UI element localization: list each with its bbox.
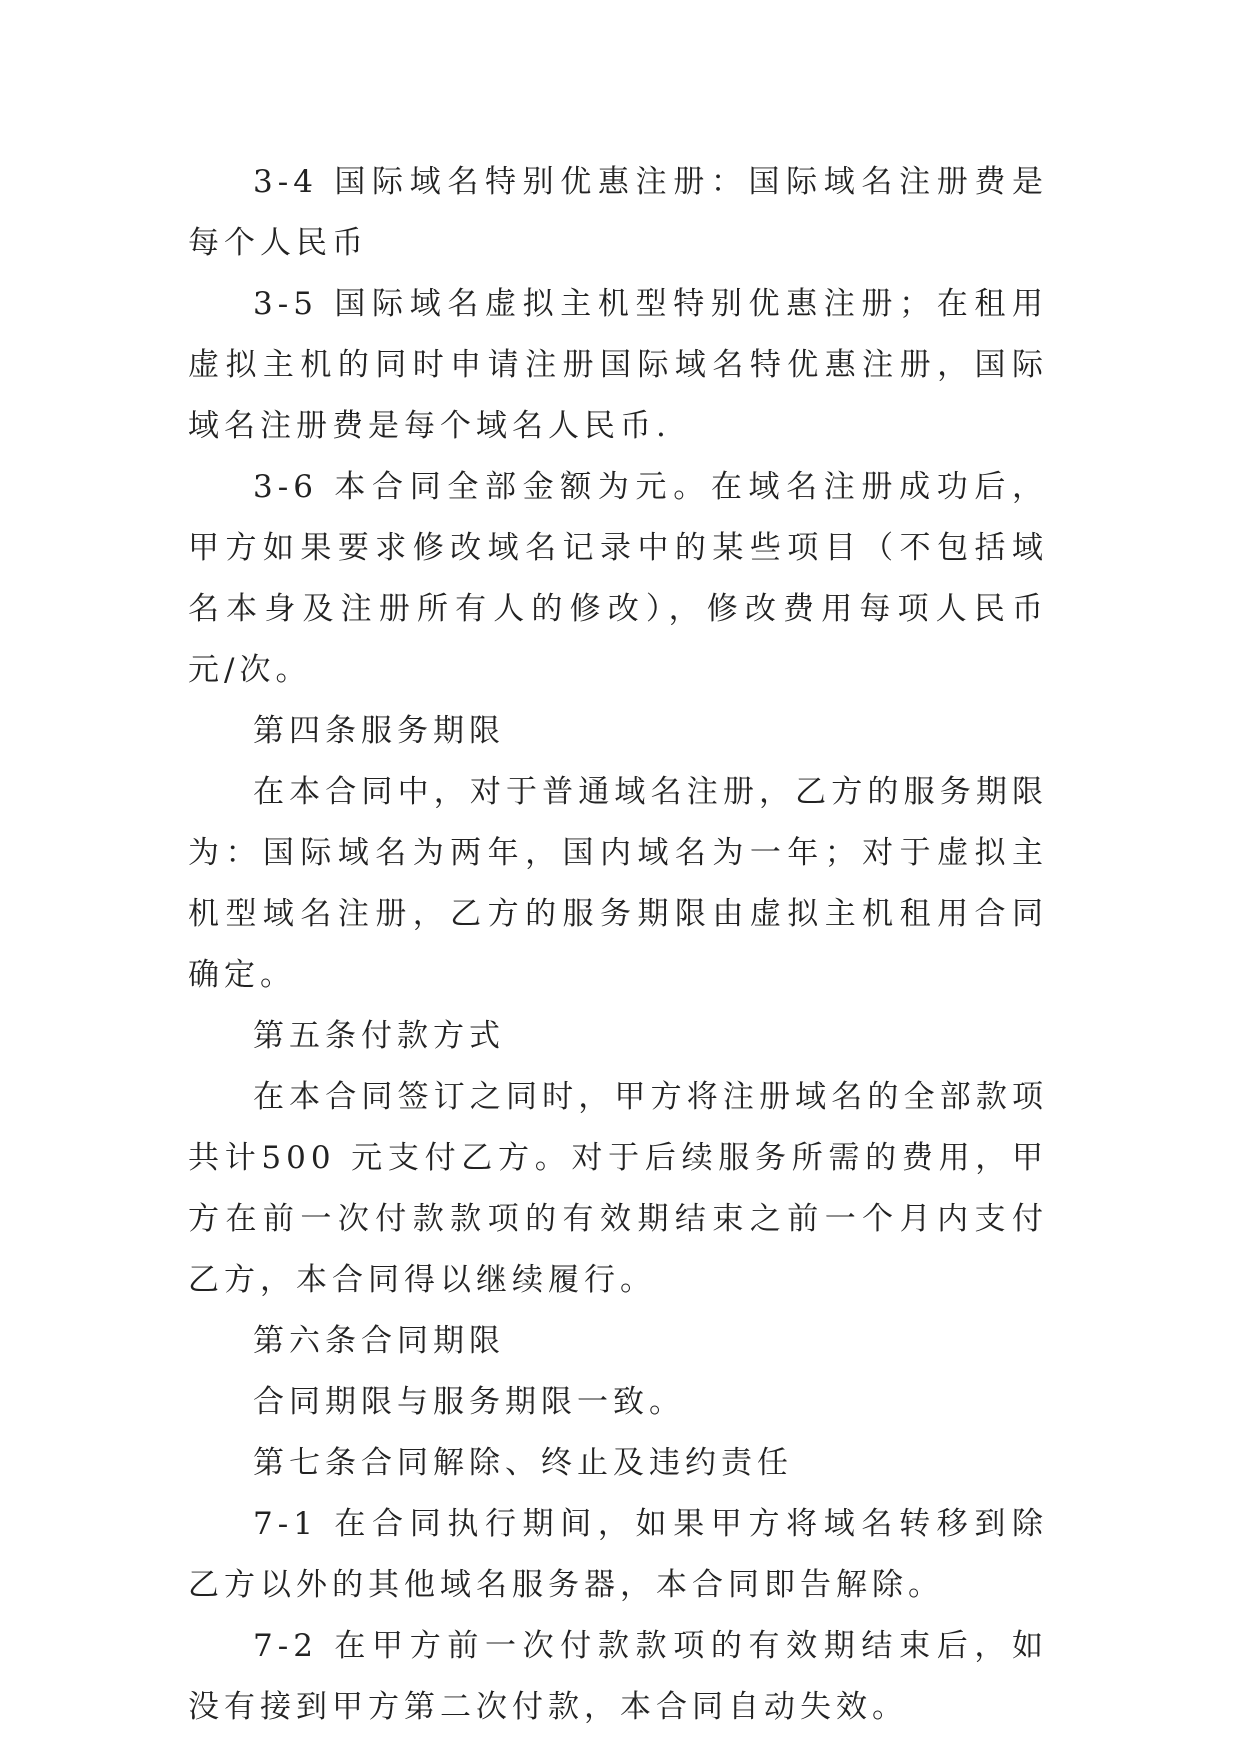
- section-heading-5: 第五条付款方式: [253, 1018, 505, 1054]
- clause-3-5: 3-5 国际域名虚拟主机型特别优惠注册；在租用虚拟主机的同时申请注册国际域名特优惠注册，国际域名注册费是每个域名人民币.: [188, 286, 1048, 444]
- section-heading-6: 第六条合同期限: [253, 1323, 505, 1359]
- clause-3-6: 3-6 本合同全部金额为元。在域名注册成功后，甲方如果要求修改域名记录中的某些项目（不包括域名本身及注册所有人的修改），修改费用每项人民币元/次。: [188, 469, 1048, 688]
- section-heading-4: 第四条服务期限: [253, 713, 505, 749]
- clause-3-4: 3-4 国际域名特别优惠注册：国际域名注册费是每个人民币: [188, 164, 1048, 261]
- clause-7-1: 7-1 在合同执行期间，如果甲方将域名转移到除乙方以外的其他域名服务器，本合同即告解除。: [188, 1506, 1048, 1603]
- section-6-body: 合同期限与服务期限一致。: [253, 1384, 685, 1420]
- clause-7-2: 7-2 在甲方前一次付款款项的有效期结束后，如没有接到甲方第二次付款，本合同自动失效。: [188, 1628, 1048, 1725]
- section-heading-7: 第七条合同解除、终止及违约责任: [253, 1445, 793, 1481]
- section-5-body: 在本合同签订之同时，甲方将注册域名的全部款项共计500 元支付乙方。对于后续服务所需的费用，甲方在前一次付款款项的有效期结束之前一个月内支付乙方，本合同得以继续履行。: [188, 1079, 1048, 1298]
- document-body: [188, 152, 1048, 1738]
- section-4-body: 在本合同中，对于普通域名注册，乙方的服务期限为：国际域名为两年，国内域名为一年；对于虚拟主机型域名注册，乙方的服务期限由虚拟主机租用合同确定。: [188, 774, 1048, 993]
